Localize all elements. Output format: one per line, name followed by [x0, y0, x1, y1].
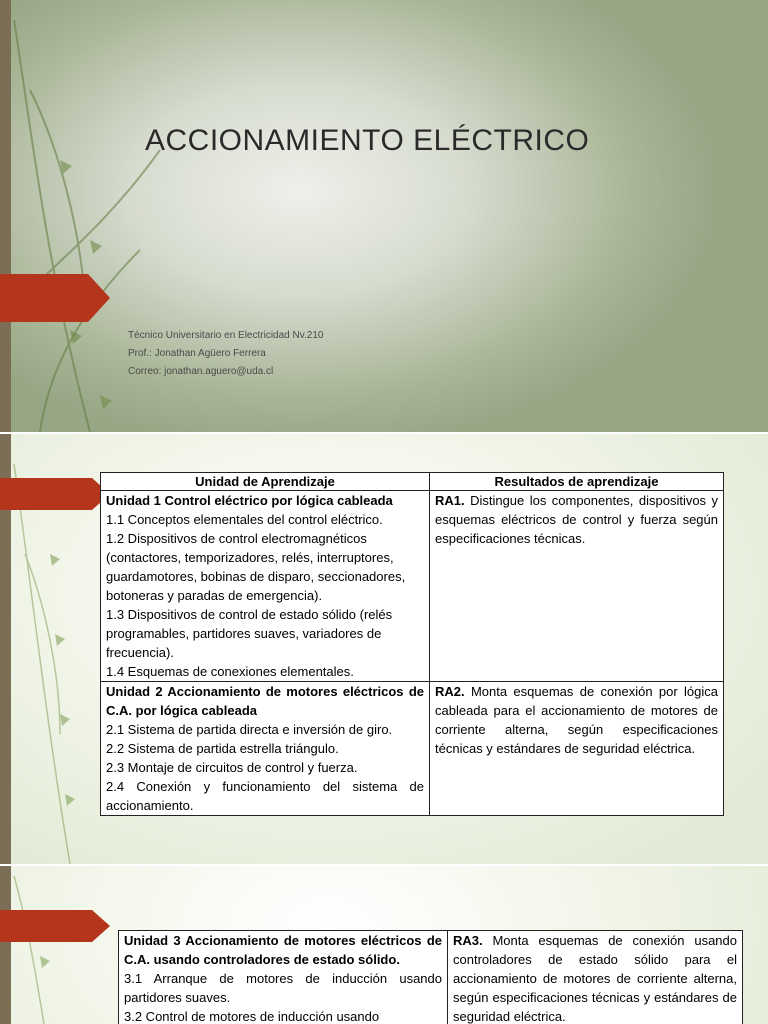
result-text: Monta esquemas de conexión usando controladores de estado sólido para el accionamiento de motores de corriente alterna, según especificaciones técnicas y estándares de seguridad eléctrica. — [453, 933, 737, 1024]
unit-item: 1.2 Dispositivos de control electromagnéticos (contactores, temporizadores, relés, interruptores, guardamotores, bobinas de disparo, seccionadores, botoneras y paradas de emergencia). — [106, 531, 406, 603]
course-line: Técnico Universitario en Electricidad Nv.210 — [128, 330, 324, 341]
column-header-unit: Unidad de Aprendizaje — [101, 473, 430, 491]
unit-cell — [101, 682, 430, 816]
unit-cell — [119, 931, 448, 1024]
unit-item: 1.4 Esquemas de conexiones elementales. — [106, 664, 354, 679]
unit-item: 1.3 Dispositivos de control de estado sólido (relés programables, partidores suaves, variadores de frecuencia). — [106, 607, 393, 660]
result-cell — [430, 491, 724, 682]
unit-cell — [101, 491, 430, 682]
email-line: Correo: jonathan.aguero@uda.cl — [128, 366, 274, 377]
table-row — [101, 682, 724, 816]
result-code: RA3. — [453, 933, 483, 948]
slide-title: ACCIONAMIENTO ELÉCTRICO — [145, 124, 590, 157]
unit-item: 1.1 Conceptos elementales del control eléctrico. — [106, 512, 383, 527]
column-header-results: Resultados de aprendizaje — [430, 473, 724, 491]
result-code: RA2. — [435, 684, 465, 699]
accent-tab — [0, 478, 112, 510]
result-cell — [448, 931, 743, 1024]
result-text: Distingue los componentes, dispositivos y esquemas eléctricos de control y fuerza según especificaciones técnicas. — [435, 493, 718, 546]
learning-units-table — [100, 472, 724, 816]
unit-item: 3.2 Control de motores de inducción usando — [124, 1009, 380, 1024]
unit-item: 2.2 Sistema de partida estrella triángulo. — [106, 741, 339, 756]
title-slide — [0, 0, 768, 432]
table-row — [119, 931, 743, 1024]
unit-item: 2.1 Sistema de partida directa e inversión de giro. — [106, 722, 393, 737]
unit-title: Unidad 3 Accionamiento de motores eléctricos de C.A. usando controladores de estado sólido. — [124, 933, 442, 967]
unit-item: 2.4 Conexión y funcionamiento del sistema de accionamiento. — [106, 779, 424, 813]
unit-item: 2.3 Montaje de circuitos de control y fuerza. — [106, 760, 358, 775]
accent-tab — [0, 274, 112, 322]
table-header-row — [101, 473, 724, 491]
result-cell — [430, 682, 724, 816]
professor-line: Prof.: Jonathan Agüero Ferrera — [128, 348, 266, 359]
result-code: RA1. — [435, 493, 465, 508]
unit-title: Unidad 1 Control eléctrico por lógica cableada — [106, 493, 393, 508]
learning-units-table — [118, 930, 743, 1024]
unit-item: 3.1 Arranque de motores de inducción usando partidores suaves. — [124, 971, 442, 1005]
units-slide-continued — [0, 866, 768, 1024]
table-row — [101, 491, 724, 682]
result-text: Monta esquemas de conexión por lógica cableada para el accionamiento de motores de corriente alterna, según especificaciones técnicas y estándares de seguridad eléctrica. — [435, 684, 718, 756]
accent-tab — [0, 910, 112, 942]
units-slide — [0, 434, 768, 864]
unit-title: Unidad 2 Accionamiento de motores eléctricos de C.A. por lógica cableada — [106, 684, 424, 718]
